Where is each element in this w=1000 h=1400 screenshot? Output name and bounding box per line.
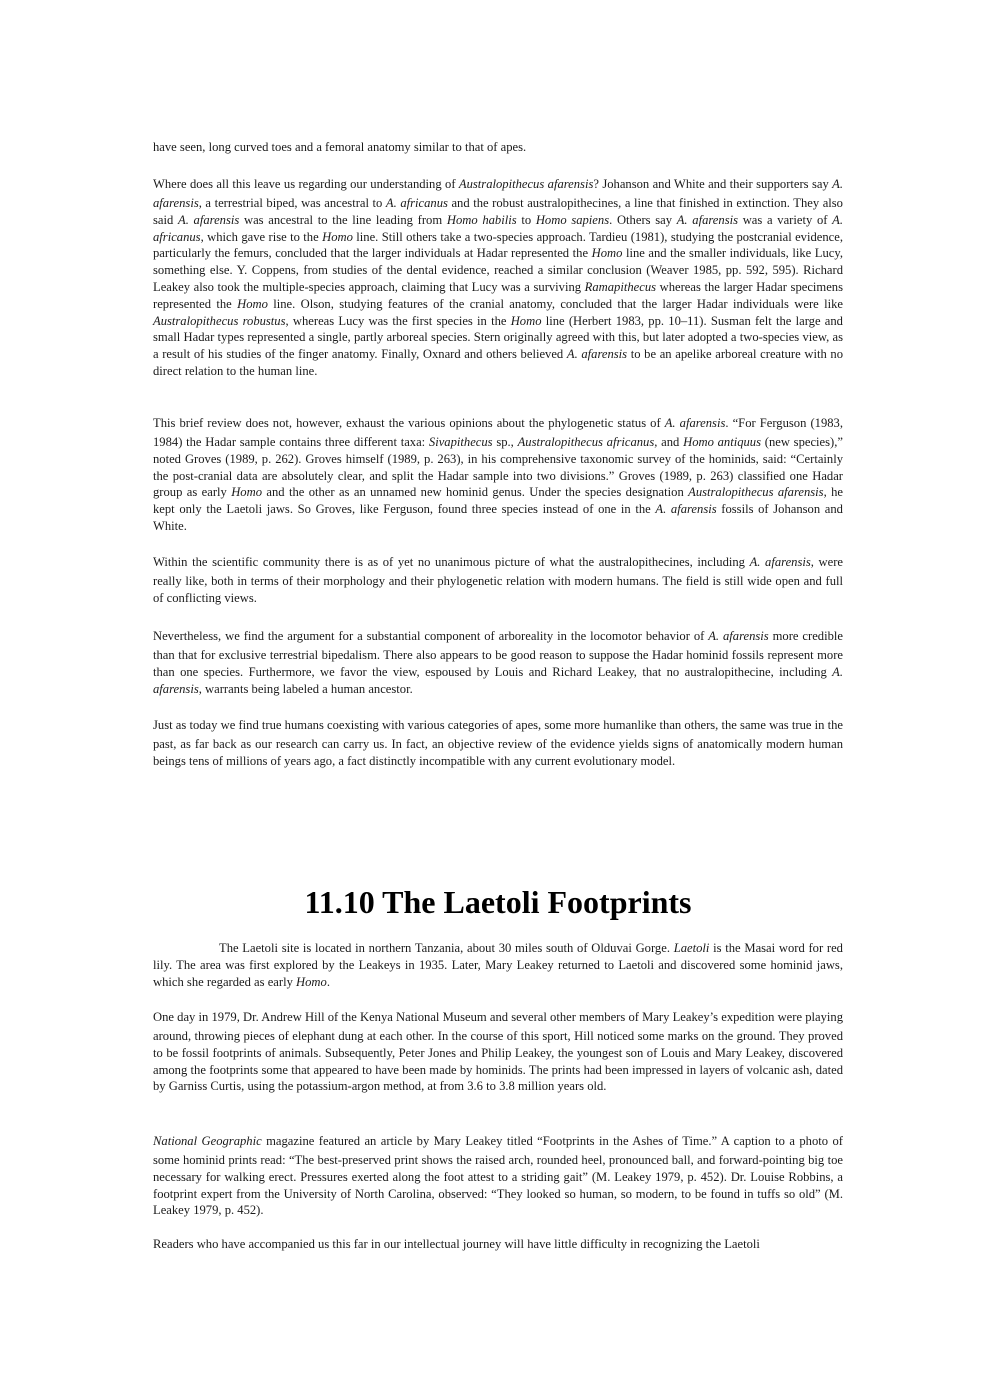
paragraph: Within the scientific community there is as of yet no unanimous picture of what the australopithecines, including A. afarensis, were really like, both in terms of their morphology and their phylogenetic relation with modern humans. The field is still wide open and full of conflicting views.: [153, 555, 843, 605]
paragraph: have seen, long curved toes and a femoral anatomy similar to that of apes.: [153, 140, 527, 154]
paragraph: One day in 1979, Dr. Andrew Hill of the Kenya National Museum and several other members of Mary Leakey’s expedition were playing around, throwing pieces of elephant dung at each other. In the course of this sport, Hill noticed some marks on the ground. They proved to be fossil footprints of animals. Subsequently, Peter Jones and Philip Leakey, the youngest son of Louis and Mary Leakey, discovered among the footprints some that appeared to have been made by hominids. The prints had been impressed in layers of volcanic ash, dated by Garniss Curtis, using the potassium-argon method, at from 3.6 to 3.8 million years old.: [153, 1010, 843, 1094]
paragraph: Where does all this leave us regarding our understanding of Australopithecus afarensis? Johanson and White and their supporters say A. afarensis, a terrestrial biped, was ancestral to A. africanus and the robust australopithecines, a line that finished in extinction. They also said A. afarensis was ancestral to the line leading from Homo habilis to Homo sapiens. Others say A. afarensis was a variety of A. africanus, which gave rise to the Homo line. Still others take a two-species approach. Tardieu (1981), studying the postcranial evidence, particularly the femurs, concluded that the larger individuals at Hadar represented the Homo line and the smaller individuals, like Lucy, something else. Y. Coppens, from studies of the dental evidence, reached a similar conclusion (Weaver 1985, pp. 592, 595). Richard Leakey also took the multiple-species approach, claiming that Lucy was a surviving Ramapithecus whereas the larger Hadar specimens represented the Homo line. Olson, studying features of the cranial anatomy, concluded that the larger Hadar individuals were like Australopithecus robustus, whereas Lucy was the first species in the Homo line (Herbert 1983, pp. 10–11). Susman felt the large and small Hadar types represented a single, partly arboreal species. Stern originally agreed with this, but later adopted a two-species view, as a result of his studies of the finger anatomy. Finally, Oxnard and others believed A. afarensis to be an apelike arboreal creature with no direct relation to the human line.: [153, 177, 844, 378]
section-heading: 11.10 The Laetoli Footprints: [304, 884, 692, 920]
paragraph: Nevertheless, we find the argument for a substantial component of arboreality in the locomotor behavior of A. afarensis more credible than that for exclusive terrestrial bipedalism. There also appears to be good reason to suppose the Hadar hominid fossils represent more than one species. Furthermore, we favor the view, espoused by Louis and Richard Leakey, that no australopithecine, including A. afarensis, warrants being labeled a human ancestor.: [153, 629, 843, 696]
paragraph: This brief review does not, however, exhaust the various opinions about the phylogenetic status of A. afarensis. “For Ferguson (1983, 1984) the Hadar sample contains three different taxa: Sivapithecus sp., Australopithecus africanus, and Homo antiquus (new species),” noted Groves (1989, p. 262). Groves himself (1989, p. 263), in his comprehensive taxonomic survey of the hominids, said: “Certainly the post-cranial data are absolutely clear, and split the Hadar sample into two divisions.” Groves (1989, p. 263) classified one Hadar group as early Homo and the other as an unnamed new hominid genus. Under the species designation Australopithecus afarensis, he kept only the Laetoli jaws. So Groves, like Ferguson, found three species instead of one in the A. afarensis fossils of Johanson and White.: [153, 416, 843, 533]
paragraph: The Laetoli site is located in northern Tanzania, about 30 miles south of Olduvai Gorge. Laetoli is the Masai word for red lily. The area was first explored by the Leakeys in 1935. Later, Mary Leakey returned to Laetoli and discovered some hominid jaws, which she regarded as early Homo.: [153, 941, 843, 989]
paragraph: Readers who have accompanied us this far in our intellectual journey will have little difficulty in recognizing the Laetoli: [153, 1237, 760, 1251]
paragraph: Just as today we find true humans coexisting with various categories of apes, some more humanlike than others, the same was true in the past, as far back as our research can carry us. In fact, an objective review of the evidence yields signs of anatomically modern human beings tens of millions of years ago, a fact distinctly incompatible with any current evolutionary model.: [153, 718, 843, 768]
paragraph: National Geographic magazine featured an article by Mary Leakey titled “Footprints in the Ashes of Time.” A caption to a photo of some hominid prints read: “The best-preserved print shows the raised arch, rounded heel, pronounced ball, and forward-pointing big toe necessary for walking erect. Pressures exerted along the foot attest to a striding gait” (M. Leakey 1979, p. 452). Dr. Louise Robbins, a footprint expert from the University of North Carolina, observed: “They looked so human, so modern, to be found in tuffs so old” (M. Leakey 1979, p. 452).: [153, 1134, 843, 1218]
